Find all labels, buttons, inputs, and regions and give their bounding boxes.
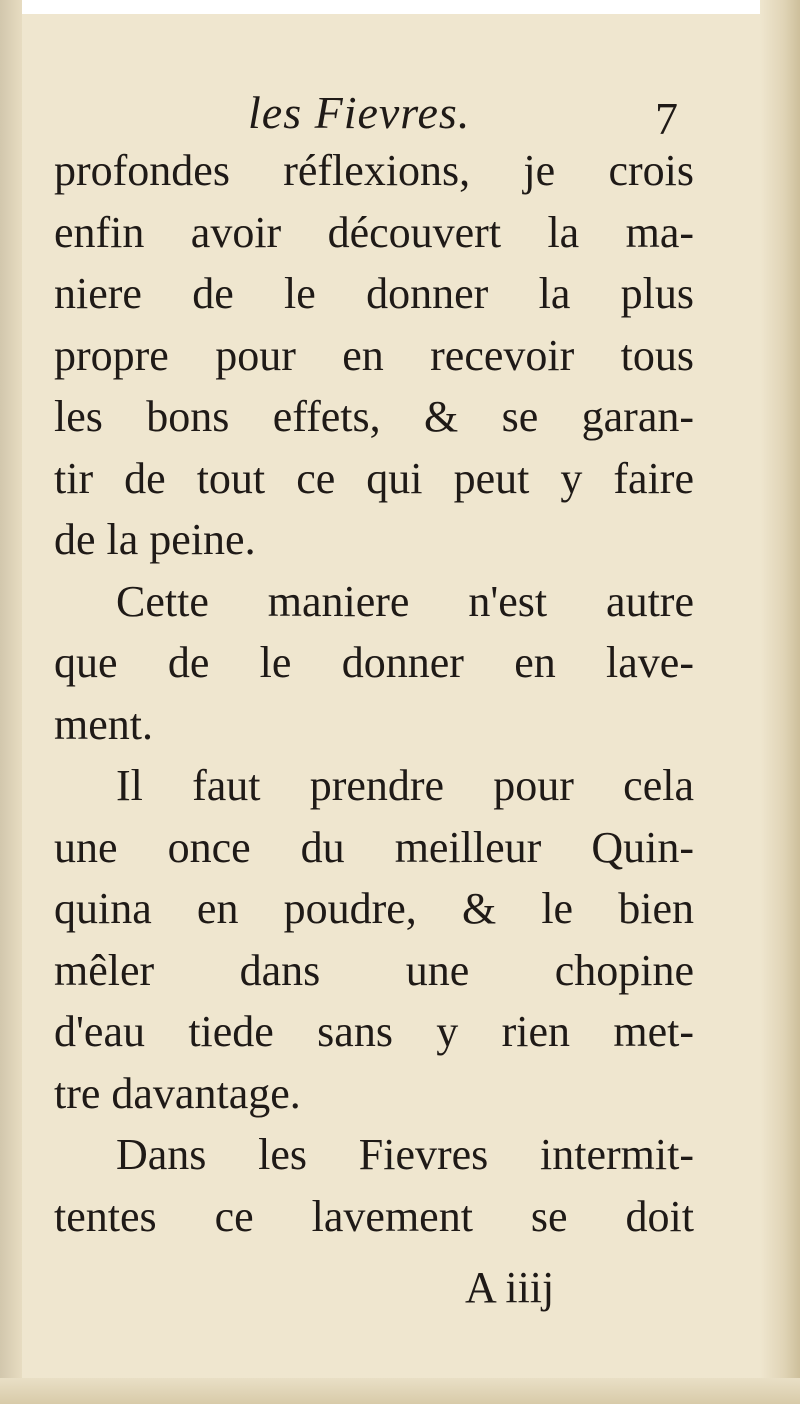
- text-line: mêler dans une chopine: [54, 945, 694, 995]
- text-line: de la peine.: [54, 515, 256, 564]
- text-line: Il faut prendre pour cela: [116, 761, 694, 810]
- text-line: quina en poudre, & le bien: [54, 884, 694, 933]
- text-line: enfin avoir découvert la ma-: [54, 207, 694, 257]
- page-number: 7: [655, 93, 678, 144]
- text-line: une once du meilleur Quin-: [54, 822, 694, 872]
- text-line: les bons effets, & se garan-: [54, 392, 694, 441]
- text-line: tir de tout ce qui peut y faire: [54, 453, 694, 503]
- text-line: Dans les Fievres intermit-: [116, 1130, 694, 1179]
- text-line: niere de le donner la plus: [54, 269, 694, 318]
- text-line: tentes ce lavement se doit: [54, 1191, 694, 1241]
- text-line: ment.: [54, 699, 153, 749]
- text-line: profondes réflexions, je crois: [54, 146, 694, 195]
- body-text: [54, 140, 694, 1247]
- text-line: propre pour en recevoir tous: [54, 330, 694, 380]
- running-head: les Fievres.: [248, 87, 471, 138]
- text-line: d'eau tiede sans y rien met-: [54, 1007, 694, 1056]
- signature-mark: A iiij: [465, 1263, 555, 1312]
- text-line: Cette maniere n'est autre: [116, 576, 694, 626]
- text-line: que de le donner en lave-: [54, 638, 694, 687]
- text-line: tre davantage.: [54, 1068, 301, 1118]
